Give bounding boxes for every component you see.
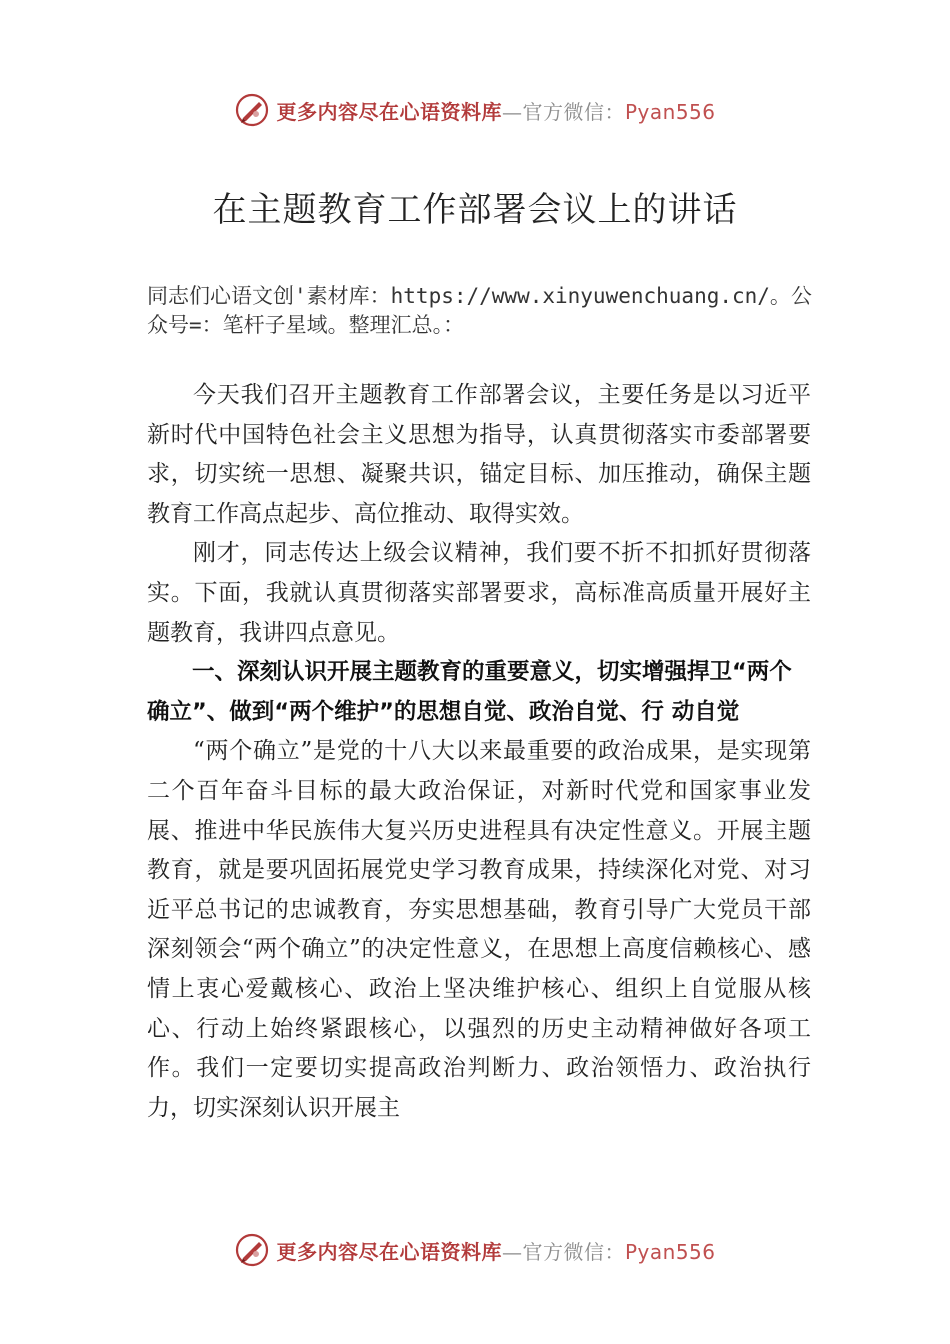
paragraph-2: 刚才，同志传达上级会议精神，我们要不折不扣抓好贯彻落实。下面，我就认真贯彻落实部署要求，高标准高质量开展好主题教育，我讲四点意见。 [147, 540, 811, 646]
banner-wechat-label: —官方微信： [501, 99, 625, 124]
banner-wechat-id: Pyan556 [624, 1239, 716, 1264]
header-banner [0, 92, 950, 128]
paragraph-1: 今天我们召开主题教育工作部署会议，主要任务是以习近平新时代中国特色社会主义思想为指导，认真贯彻落实市委部署要求，切实统一思想、凝聚共识，锚定目标、加压推动，确保主题教育工作高点起步、高位推动、取得实效。 [147, 382, 811, 527]
paragraph-3: “两个确立”是党的十八大以来最重要的政治成果，是实现第二个百年奋斗目标的最大政治保证，对新时代党和国家事业发展、推进中华民族伟大复兴历史进程具有决定性意义。开展主题教育，就是要巩固拓展党史学习教育成果，持续深化对党、对习近平总书记的忠诚教育，夯实思想基础，教育引导广大党员干部深刻领会“两个确立”的决定性意义，在思想上高度信赖核心、感情上衷心爱戴核心、政治上坚决维护核心、组织上自觉服从核心、行动上始终紧跟核心，以强烈的历史主动精神做好各项工作。我们一定要切实提高政治判断力、政治领悟力、政治执行力，切实深刻认识开展主 [147, 738, 811, 1121]
intro-source-line: 同志们心语文创'素材库：https://www.xinyuwenchuang.cn/。公众号=：笔杆子星域。整理汇总。： [147, 284, 812, 337]
document-title: 在主题教育工作部署会议上的讲话 [212, 190, 738, 230]
banner-wechat-id: Pyan556 [624, 99, 716, 124]
pen-seal-logo-icon [234, 92, 270, 128]
banner-slogan: 更多内容尽在心语资料库 [276, 99, 502, 124]
banner-text [276, 1236, 715, 1265]
section-heading-1: 一、深刻认识开展主题教育的重要意义，切实增强捍卫“两个确立”、做到“两个维护”的思想自觉、政治自觉、行 动自觉 [147, 659, 792, 725]
document-body [147, 376, 811, 1128]
banner-slogan: 更多内容尽在心语资料库 [276, 1239, 502, 1264]
banner-text [276, 96, 715, 125]
banner-wechat-label: —官方微信： [501, 1239, 625, 1264]
pen-seal-logo-icon [234, 1232, 270, 1268]
footer-banner [0, 1232, 950, 1268]
